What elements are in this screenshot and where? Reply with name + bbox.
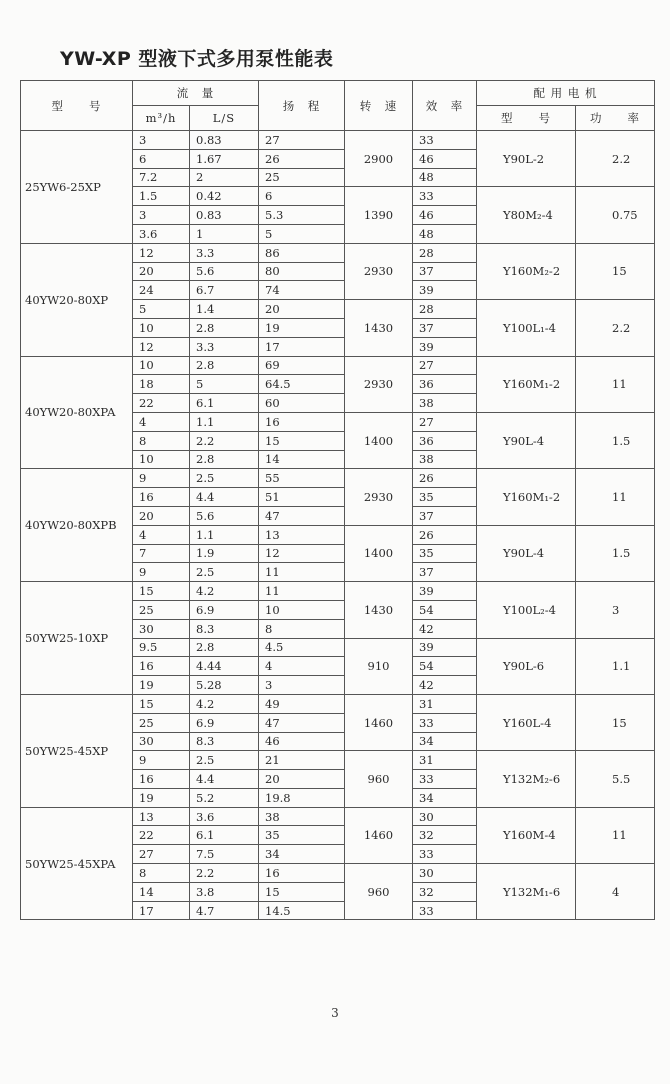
efficiency-cell: 27: [413, 412, 477, 431]
flow-m3h-cell: 3: [133, 206, 190, 225]
efficiency-cell: 32: [413, 826, 477, 845]
head-cell: 38: [259, 807, 345, 826]
flow-m3h-cell: 8: [133, 864, 190, 883]
flow-ls-cell: 2.8: [190, 450, 259, 469]
head-cell: 8: [259, 619, 345, 638]
flow-ls-cell: 5.2: [190, 788, 259, 807]
head-cell: 86: [259, 243, 345, 262]
head-cell: 26: [259, 149, 345, 168]
efficiency-cell: 31: [413, 694, 477, 713]
motor-power-cell: 11: [576, 807, 655, 863]
table-row: [21, 469, 655, 488]
flow-m3h-cell: 25: [133, 713, 190, 732]
speed-cell: 2930: [345, 356, 413, 412]
page-title: YW-XP 型液下式多用泵性能表: [60, 48, 334, 70]
flow-m3h-cell: 4: [133, 412, 190, 431]
flow-m3h-cell: 12: [133, 243, 190, 262]
flow-m3h-cell: 16: [133, 657, 190, 676]
motor-model-cell: Y160M₁-2: [477, 356, 576, 412]
efficiency-cell: 30: [413, 807, 477, 826]
efficiency-cell: 33: [413, 187, 477, 206]
header-flow-ls: L/S: [190, 106, 259, 131]
pump-model-cell: 50YW25-10XP: [21, 582, 133, 695]
flow-ls-cell: 3.3: [190, 337, 259, 356]
motor-power-cell: 0.75: [576, 187, 655, 243]
table-body: [21, 131, 655, 920]
pump-model-cell: 40YW20-80XPB: [21, 469, 133, 582]
head-cell: 15: [259, 882, 345, 901]
flow-ls-cell: 4.2: [190, 582, 259, 601]
efficiency-cell: 34: [413, 788, 477, 807]
flow-ls-cell: 6.9: [190, 713, 259, 732]
table-row: [21, 131, 655, 150]
head-cell: 55: [259, 469, 345, 488]
efficiency-cell: 28: [413, 300, 477, 319]
flow-ls-cell: 1.4: [190, 300, 259, 319]
speed-cell: 1460: [345, 694, 413, 750]
flow-m3h-cell: 20: [133, 506, 190, 525]
flow-m3h-cell: 9: [133, 469, 190, 488]
efficiency-cell: 33: [413, 131, 477, 150]
flow-ls-cell: 0.83: [190, 131, 259, 150]
head-cell: 12: [259, 544, 345, 563]
motor-model-cell: Y90L-4: [477, 412, 576, 468]
motor-model-cell: Y90L-4: [477, 525, 576, 581]
head-cell: 19.8: [259, 788, 345, 807]
head-cell: 25: [259, 168, 345, 187]
flow-ls-cell: 6.7: [190, 281, 259, 300]
pump-model-cell: 25YW6-25XP: [21, 131, 133, 244]
motor-model-cell: Y160M₁-2: [477, 469, 576, 525]
flow-m3h-cell: 7.2: [133, 168, 190, 187]
head-cell: 47: [259, 713, 345, 732]
head-cell: 14: [259, 450, 345, 469]
flow-m3h-cell: 8: [133, 431, 190, 450]
head-cell: 16: [259, 412, 345, 431]
flow-ls-cell: 0.83: [190, 206, 259, 225]
motor-model-cell: Y160M-4: [477, 807, 576, 863]
flow-ls-cell: 2.5: [190, 751, 259, 770]
flow-m3h-cell: 22: [133, 826, 190, 845]
speed-cell: 1430: [345, 582, 413, 638]
flow-ls-cell: 4.44: [190, 657, 259, 676]
flow-ls-cell: 8.3: [190, 619, 259, 638]
head-cell: 35: [259, 826, 345, 845]
flow-m3h-cell: 5: [133, 300, 190, 319]
flow-m3h-cell: 16: [133, 770, 190, 789]
head-cell: 51: [259, 488, 345, 507]
efficiency-cell: 38: [413, 450, 477, 469]
efficiency-cell: 36: [413, 375, 477, 394]
flow-m3h-cell: 19: [133, 788, 190, 807]
flow-ls-cell: 5: [190, 375, 259, 394]
efficiency-cell: 26: [413, 469, 477, 488]
head-cell: 11: [259, 563, 345, 582]
flow-ls-cell: 6.1: [190, 826, 259, 845]
flow-m3h-cell: 16: [133, 488, 190, 507]
flow-m3h-cell: 7: [133, 544, 190, 563]
flow-ls-cell: 3.3: [190, 243, 259, 262]
efficiency-cell: 37: [413, 506, 477, 525]
head-cell: 19: [259, 318, 345, 337]
head-cell: 21: [259, 751, 345, 770]
efficiency-cell: 35: [413, 488, 477, 507]
flow-ls-cell: 5.6: [190, 262, 259, 281]
flow-ls-cell: 2.2: [190, 864, 259, 883]
efficiency-cell: 37: [413, 318, 477, 337]
motor-power-cell: 5.5: [576, 751, 655, 807]
motor-model-cell: Y90L-6: [477, 638, 576, 694]
flow-m3h-cell: 13: [133, 807, 190, 826]
head-cell: 3: [259, 676, 345, 695]
head-cell: 49: [259, 694, 345, 713]
head-cell: 74: [259, 281, 345, 300]
efficiency-cell: 39: [413, 337, 477, 356]
flow-m3h-cell: 30: [133, 732, 190, 751]
flow-m3h-cell: 19: [133, 676, 190, 695]
flow-ls-cell: 1.67: [190, 149, 259, 168]
motor-power-cell: 3: [576, 582, 655, 638]
motor-power-cell: 1.5: [576, 525, 655, 581]
flow-m3h-cell: 18: [133, 375, 190, 394]
efficiency-cell: 54: [413, 600, 477, 619]
speed-cell: 1400: [345, 412, 413, 468]
flow-m3h-cell: 14: [133, 882, 190, 901]
flow-m3h-cell: 25: [133, 600, 190, 619]
flow-ls-cell: 4.7: [190, 901, 259, 920]
motor-model-cell: Y132M₁-6: [477, 864, 576, 920]
table-row: [21, 243, 655, 262]
efficiency-cell: 33: [413, 845, 477, 864]
flow-ls-cell: 2.5: [190, 563, 259, 582]
motor-power-cell: 1.1: [576, 638, 655, 694]
flow-m3h-cell: 22: [133, 394, 190, 413]
head-cell: 11: [259, 582, 345, 601]
flow-m3h-cell: 1.5: [133, 187, 190, 206]
efficiency-cell: 31: [413, 751, 477, 770]
speed-cell: 1400: [345, 525, 413, 581]
flow-m3h-cell: 15: [133, 694, 190, 713]
speed-cell: 2930: [345, 243, 413, 299]
efficiency-cell: 46: [413, 206, 477, 225]
efficiency-cell: 28: [413, 243, 477, 262]
page-number: 3: [331, 1006, 339, 1020]
flow-ls-cell: 1.1: [190, 525, 259, 544]
flow-ls-cell: 2.8: [190, 318, 259, 337]
header-flow-m3h: m³/h: [133, 106, 190, 131]
efficiency-cell: 42: [413, 676, 477, 695]
flow-m3h-cell: 9: [133, 563, 190, 582]
flow-ls-cell: 4.4: [190, 770, 259, 789]
efficiency-cell: 30: [413, 864, 477, 883]
flow-m3h-cell: 6: [133, 149, 190, 168]
efficiency-cell: 33: [413, 713, 477, 732]
motor-power-cell: 15: [576, 243, 655, 299]
flow-m3h-cell: 10: [133, 450, 190, 469]
pump-model-cell: 50YW25-45XPA: [21, 807, 133, 920]
head-cell: 80: [259, 262, 345, 281]
flow-ls-cell: 2.8: [190, 356, 259, 375]
flow-ls-cell: 0.42: [190, 187, 259, 206]
header-model: 型 号: [21, 81, 133, 131]
efficiency-cell: 46: [413, 149, 477, 168]
head-cell: 10: [259, 600, 345, 619]
header-motor: 配 用 电 机: [477, 81, 655, 106]
flow-ls-cell: 4.2: [190, 694, 259, 713]
flow-ls-cell: 1: [190, 224, 259, 243]
efficiency-cell: 39: [413, 638, 477, 657]
flow-ls-cell: 3.8: [190, 882, 259, 901]
flow-m3h-cell: 3.6: [133, 224, 190, 243]
head-cell: 14.5: [259, 901, 345, 920]
flow-ls-cell: 3.6: [190, 807, 259, 826]
performance-table: [20, 80, 655, 920]
header-motor-power: 功 率: [576, 106, 655, 131]
head-cell: 69: [259, 356, 345, 375]
efficiency-cell: 42: [413, 619, 477, 638]
flow-ls-cell: 5.28: [190, 676, 259, 695]
motor-power-cell: 1.5: [576, 412, 655, 468]
head-cell: 20: [259, 300, 345, 319]
flow-m3h-cell: 4: [133, 525, 190, 544]
head-cell: 20: [259, 770, 345, 789]
flow-ls-cell: 4.4: [190, 488, 259, 507]
head-cell: 16: [259, 864, 345, 883]
table-row: [21, 356, 655, 375]
head-cell: 4: [259, 657, 345, 676]
flow-m3h-cell: 12: [133, 337, 190, 356]
efficiency-cell: 33: [413, 901, 477, 920]
motor-model-cell: Y160L-4: [477, 694, 576, 750]
efficiency-cell: 37: [413, 262, 477, 281]
head-cell: 5.3: [259, 206, 345, 225]
table-row: [21, 807, 655, 826]
head-cell: 15: [259, 431, 345, 450]
pump-model-cell: 50YW25-45XP: [21, 694, 133, 807]
flow-m3h-cell: 20: [133, 262, 190, 281]
head-cell: 6: [259, 187, 345, 206]
head-cell: 64.5: [259, 375, 345, 394]
motor-model-cell: Y100L₁-4: [477, 300, 576, 356]
flow-m3h-cell: 10: [133, 356, 190, 375]
efficiency-cell: 33: [413, 770, 477, 789]
flow-ls-cell: 2.8: [190, 638, 259, 657]
head-cell: 34: [259, 845, 345, 864]
flow-m3h-cell: 3: [133, 131, 190, 150]
head-cell: 4.5: [259, 638, 345, 657]
flow-ls-cell: 1.9: [190, 544, 259, 563]
flow-ls-cell: 7.5: [190, 845, 259, 864]
flow-ls-cell: 2.2: [190, 431, 259, 450]
header-motor-model: 型 号: [477, 106, 576, 131]
header-efficiency: 效 率: [413, 81, 477, 131]
flow-m3h-cell: 15: [133, 582, 190, 601]
motor-model-cell: Y80M₂-4: [477, 187, 576, 243]
flow-ls-cell: 6.9: [190, 600, 259, 619]
efficiency-cell: 32: [413, 882, 477, 901]
motor-model-cell: Y160M₂-2: [477, 243, 576, 299]
motor-model-cell: Y132M₂-6: [477, 751, 576, 807]
motor-model-cell: Y90L-2: [477, 131, 576, 187]
flow-ls-cell: 2: [190, 168, 259, 187]
motor-model-cell: Y100L₂-4: [477, 582, 576, 638]
efficiency-cell: 48: [413, 168, 477, 187]
efficiency-cell: 38: [413, 394, 477, 413]
head-cell: 46: [259, 732, 345, 751]
head-cell: 60: [259, 394, 345, 413]
table-row: [21, 582, 655, 601]
speed-cell: 2900: [345, 131, 413, 187]
speed-cell: 1460: [345, 807, 413, 863]
speed-cell: 960: [345, 864, 413, 920]
speed-cell: 960: [345, 751, 413, 807]
header-speed: 转 速: [345, 81, 413, 131]
efficiency-cell: 27: [413, 356, 477, 375]
efficiency-cell: 34: [413, 732, 477, 751]
efficiency-cell: 35: [413, 544, 477, 563]
motor-power-cell: 2.2: [576, 300, 655, 356]
pump-model-cell: 40YW20-80XP: [21, 243, 133, 356]
flow-m3h-cell: 17: [133, 901, 190, 920]
head-cell: 27: [259, 131, 345, 150]
flow-ls-cell: 8.3: [190, 732, 259, 751]
flow-m3h-cell: 24: [133, 281, 190, 300]
flow-m3h-cell: 9.5: [133, 638, 190, 657]
flow-ls-cell: 2.5: [190, 469, 259, 488]
header-head: 扬 程: [259, 81, 345, 131]
efficiency-cell: 37: [413, 563, 477, 582]
efficiency-cell: 26: [413, 525, 477, 544]
flow-m3h-cell: 30: [133, 619, 190, 638]
speed-cell: 2930: [345, 469, 413, 525]
efficiency-cell: 48: [413, 224, 477, 243]
head-cell: 17: [259, 337, 345, 356]
pump-model-cell: 40YW20-80XPA: [21, 356, 133, 469]
flow-ls-cell: 1.1: [190, 412, 259, 431]
flow-m3h-cell: 9: [133, 751, 190, 770]
efficiency-cell: 54: [413, 657, 477, 676]
speed-cell: 1430: [345, 300, 413, 356]
table-row: [21, 694, 655, 713]
flow-ls-cell: 5.6: [190, 506, 259, 525]
motor-power-cell: 11: [576, 469, 655, 525]
motor-power-cell: 2.2: [576, 131, 655, 187]
efficiency-cell: 36: [413, 431, 477, 450]
flow-m3h-cell: 27: [133, 845, 190, 864]
flow-ls-cell: 6.1: [190, 394, 259, 413]
motor-power-cell: 11: [576, 356, 655, 412]
speed-cell: 910: [345, 638, 413, 694]
header-flow: 流 量: [133, 81, 259, 106]
efficiency-cell: 39: [413, 582, 477, 601]
efficiency-cell: 39: [413, 281, 477, 300]
head-cell: 13: [259, 525, 345, 544]
flow-m3h-cell: 10: [133, 318, 190, 337]
motor-power-cell: 15: [576, 694, 655, 750]
speed-cell: 1390: [345, 187, 413, 243]
head-cell: 47: [259, 506, 345, 525]
motor-power-cell: 4: [576, 864, 655, 920]
head-cell: 5: [259, 224, 345, 243]
